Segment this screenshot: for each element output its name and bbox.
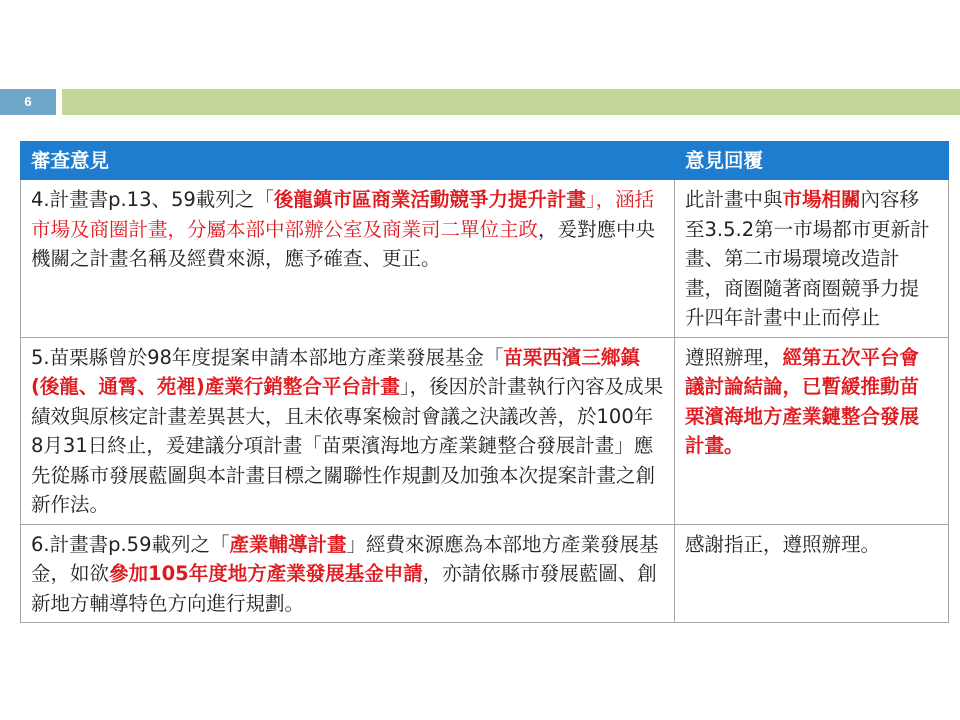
highlight-run: 經第五次平台會議討論結論，已暫緩推動苗栗濱海地方產業鏈整合發展計畫。	[685, 345, 920, 457]
highlight-run: 後龍鎮市區商業活動競爭力提升計畫	[273, 188, 586, 211]
text-run: 遵照辦理，	[685, 345, 783, 369]
review-table	[20, 141, 949, 623]
text-run: 」，後因於計畫執行內容及成果績效與原核定計畫差異甚大，且未依專案檢討會議之決議改善，於100年8月31日終止，爰建議分項計畫「苗栗濱海地方產業鏈整合發展計畫」應先從縣市發展藍圖與本計畫目標之關聯性作規劃及加強本次提案計畫之創新作法。	[31, 375, 664, 516]
table-row	[21, 180, 949, 338]
text-run: 6.計畫書p.59載列之「	[31, 532, 230, 556]
response-cell	[675, 180, 949, 338]
response-cell	[675, 524, 949, 623]
text-run: 」，涵括市場及商圈計畫，分屬本部中部辦公室及商業司二單位主政	[31, 188, 655, 241]
review-comment-cell	[21, 337, 675, 524]
highlight-run: 市場相關	[782, 188, 861, 211]
text-run: 內容移至3.5.2第一市場都市更新計畫、第二市場環境改造計畫，商圈隨著商圈競爭力提升四年計畫中止而停止	[685, 188, 930, 329]
review-comment-cell	[21, 180, 675, 338]
table-row	[21, 337, 949, 524]
header-review-comment: 審查意見	[21, 142, 675, 180]
text-run: 此計畫中與	[685, 188, 783, 211]
response-cell	[675, 337, 949, 524]
text-run: ，亦請依縣市發展藍圖、創新地方輔導特色方向進行規劃。	[31, 562, 657, 615]
highlight-run: 苗栗西濱三鄉鎮(後龍、通霄、苑裡)產業行銷整合平台計畫	[31, 345, 640, 398]
slide-number: 6	[0, 89, 56, 115]
text-run: ，爰對應中央機關之計畫名稱及經費來源，應予確查、更正。	[31, 217, 656, 270]
text-run: 5.苗栗縣曾於98年度提案申請本部地方產業發展基金「	[31, 345, 504, 369]
header-accent-bar	[62, 89, 960, 115]
text-run: 4.計畫書p.13、59載列之「	[31, 188, 274, 211]
header-response: 意見回覆	[675, 142, 949, 180]
highlight-run: 產業輔導計畫	[229, 532, 347, 556]
slide-header-bar	[0, 89, 960, 115]
review-comment-cell	[21, 524, 675, 623]
table-row	[21, 524, 949, 623]
highlight-run: 參加105年度地方產業發展基金申請	[109, 562, 423, 585]
table-header-row	[21, 142, 949, 180]
text-run: 」經費來源應為本部地方產業發展基金，如欲	[31, 532, 659, 585]
text-run: 感謝指正，遵照辦理。	[685, 532, 881, 556]
